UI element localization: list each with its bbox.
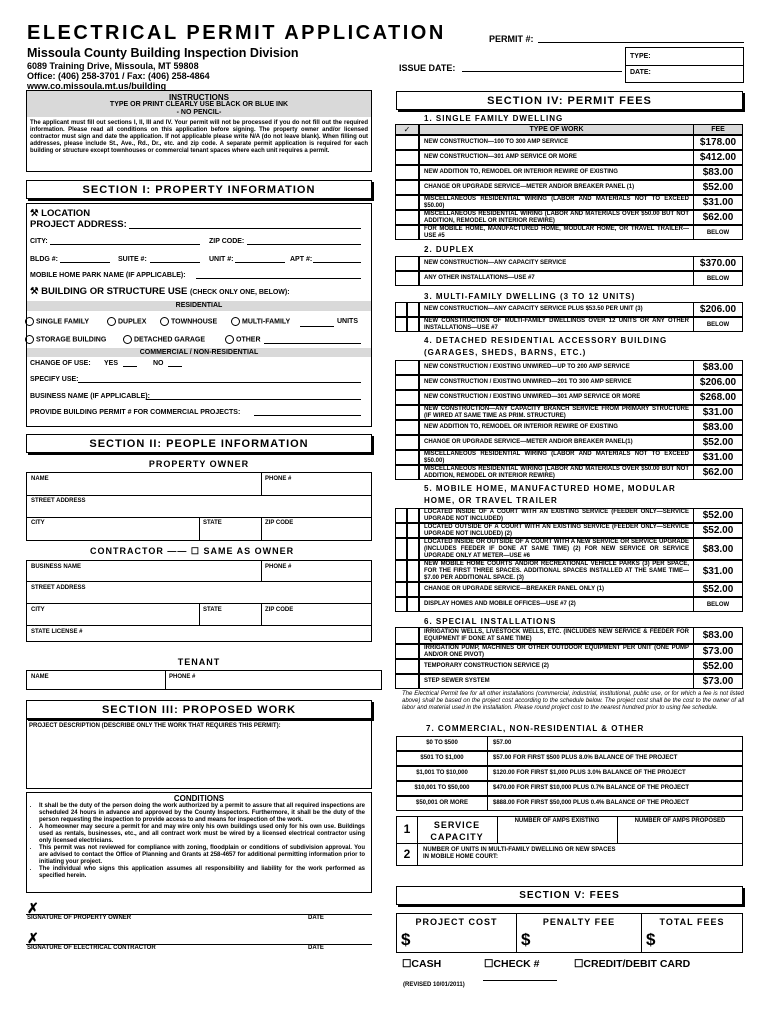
- checkbox-icon[interactable]: ☐: [190, 546, 200, 556]
- owner-phone-label[interactable]: PHONE #: [265, 476, 292, 482]
- checkbox-icon: ☐: [484, 958, 494, 970]
- fee-amount: $83.00: [693, 166, 742, 179]
- fee-description: NEW CONSTRUCTION—100 TO 300 AMP SERVICE: [424, 139, 569, 145]
- fee-description: MISCELLANEOUS RESIDENTIAL WIRING (LABOR AND MATERIALS OVER $50.00 BUT NOT ADDITION, REMODEL OR INTERIOR REWIRE): [424, 465, 689, 479]
- fee-description: LOCATED INSIDE OF A COURT WITH AN EXISTING SERVICE (FEEDER ONLY—SERVICE UPGRADE NOT INCLUDED): [424, 508, 689, 522]
- issue-date-field[interactable]: [462, 71, 622, 72]
- checkbox[interactable]: [395, 435, 419, 450]
- fee-amount: BELOW: [693, 272, 742, 285]
- check-number-field[interactable]: [483, 980, 557, 981]
- tenant-heading: TENANT: [177, 657, 221, 667]
- checkbox[interactable]: [407, 317, 419, 332]
- cost-fee: $57.00: [493, 740, 512, 746]
- fee-row: [419, 508, 743, 523]
- suite-label: SUITE #:: [118, 256, 147, 263]
- cost-range: $10,001 TO $50,000: [414, 785, 470, 791]
- bldg-label: BLDG #:: [30, 256, 58, 263]
- fee-amount: $31.00: [693, 451, 742, 464]
- type-date-box: [625, 47, 744, 83]
- duplex-heading: 2. DUPLEX: [424, 245, 475, 254]
- other-option[interactable]: [225, 335, 261, 344]
- project-description-label: PROJECT DESCRIPTION (DESCRIBE ONLY THE WORK THAT REQUIRES THIS PERMIT):: [29, 723, 281, 729]
- contractor-city-label[interactable]: CITY: [31, 607, 45, 613]
- fee-description: NEW MOBILE HOME COURTS AND/OR RECREATIONAL VEHICLE PARKS (3) PER SPACE, FOR THE FIRST THREE SPACES. ADDITIONAL SPACES INSTALLED AT THE SAME TIME—$7.00 PER ADDITIONAL SPACE. (3): [424, 560, 689, 581]
- fee-amount: $83.00: [693, 628, 742, 643]
- fee-amount: $73.00: [693, 675, 742, 688]
- fee-row: [419, 195, 743, 210]
- checkbox-icon: ☐: [402, 958, 412, 970]
- fee-row: [419, 225, 743, 240]
- condition-item: • The individual who signs this application assumes all responsibility and liability for the work performed as specified herein.: [39, 866, 365, 880]
- owner-street-label[interactable]: STREET ADDRESS: [31, 498, 86, 504]
- instructions-pencil: - NO PENCIL-: [176, 109, 222, 116]
- fee-description: MISCELLANEOUS RESIDENTIAL WIRING (LABOR AND MATERIALS NOT TO EXCEED $50.00): [424, 195, 689, 209]
- fee-amount: $52.00: [693, 583, 742, 596]
- fee-amount: $178.00: [693, 136, 742, 149]
- penalty-fee-field[interactable]: $: [521, 930, 531, 949]
- radio-icon: [231, 317, 240, 326]
- bsu-heading: [30, 286, 290, 297]
- radio-icon: [25, 317, 34, 326]
- fee-description: NEW CONSTRUCTION—ANY CAPACITY SERVICE: [424, 260, 567, 266]
- storage-label: STORAGE BUILDING: [36, 336, 107, 344]
- fee-row: [419, 180, 743, 195]
- checkbox[interactable]: [395, 659, 419, 674]
- checkbox[interactable]: [395, 644, 419, 659]
- residential-heading: RESIDENTIAL: [27, 301, 371, 311]
- checkbox[interactable]: [407, 582, 419, 597]
- special-heading: 6. SPECIAL INSTALLATIONS: [424, 617, 557, 626]
- fee-row: [419, 597, 743, 612]
- cost-fee: $120.00 FOR FIRST $1,000 PLUS 3.0% BALANCE OF THE PROJECT: [493, 770, 686, 776]
- fee-description: NEW CONSTRUCTION / EXISTING UNWIRED—301 AMP SERVICE OR MORE: [424, 394, 641, 400]
- radio-icon: [107, 317, 116, 326]
- fee-description: CHANGE OR UPGRADE SERVICE—BREAKER PANEL ONLY (1): [424, 586, 605, 592]
- condition-item: • It shall be the duty of the person doing the work authorized by a permit to assure that all required inspections are scheduled 24 hours in advance and approved by the County Inspectors. Furthermore, it shall be the duty of the person requesting the inspection to provide access to and means for inspection of the work.: [39, 803, 365, 824]
- fee-amount: $31.00: [693, 406, 742, 419]
- fee-amount: $52.00: [693, 436, 742, 449]
- fee-amount: $52.00: [693, 524, 742, 537]
- business-name-label: BUSINESS NAME (IF APPLICABLE):: [30, 393, 150, 400]
- cost-range: $50,001 OR MORE: [415, 800, 469, 806]
- state-license-label[interactable]: STATE LICENSE #: [31, 629, 83, 635]
- checkbox[interactable]: [395, 360, 419, 375]
- fee-description: NEW ADDITION TO, REMODEL OR INTERIOR REWIRE OF EXISTING: [424, 424, 618, 430]
- checkbox[interactable]: [395, 582, 407, 597]
- radio-icon: [25, 335, 34, 344]
- provide-permit-label: PROVIDE BUILDING PERMIT # FOR COMMERCIAL PROJECTS:: [30, 409, 241, 416]
- service-capacity-label: SERVICE CAPACITY: [430, 820, 484, 842]
- fee-description: NEW CONSTRUCTION—ANY CAPACITY BRANCH SERVICE FROM PRIMARY STRUCTURE (IF WIRED AT SAME TIME AS PRIM. STRUCTURE): [424, 405, 689, 419]
- checkbox[interactable]: [395, 674, 419, 689]
- fee-description: NEW CONSTRUCTION—ANY CAPACITY SERVICE PLUS $53.50 PER UNIT (3): [424, 306, 643, 312]
- fee-row: [419, 405, 743, 420]
- contractor-box: [26, 560, 372, 642]
- checkbox[interactable]: [395, 135, 419, 150]
- owner-state-label[interactable]: STATE: [203, 520, 222, 526]
- fee-row: [419, 538, 743, 560]
- change-of-use-label: CHANGE OF USE:: [30, 360, 91, 367]
- checkbox[interactable]: [395, 317, 407, 332]
- fee-row: [419, 659, 743, 674]
- condition-item: • A homeowner may secure a permit for and may wire only his own buildings used only for his own use. Buildings used as rentals, businesses, etc., and all contract work must be wired by a licensed electrical contractor using only licensed electricians.: [39, 824, 365, 845]
- condition-item: • This permit was not reviewed for compliance with zoning, floodplain or conditions of subdivision approval. You are advised to contact the Office of Planning and Grants at 258-4657 for additional permitting information prior to initiating your project.: [39, 845, 365, 866]
- fee-amount: $62.00: [693, 466, 742, 479]
- issue-date-label: ISSUE DATE:: [399, 63, 456, 73]
- amps-existing-label[interactable]: NUMBER OF AMPS EXISTING: [514, 818, 600, 824]
- checkbox[interactable]: [395, 508, 407, 523]
- fee-description: NEW CONSTRUCTION—301 AMP SERVICE OR MORE: [424, 154, 577, 160]
- checkbox[interactable]: [395, 465, 419, 480]
- checkbox[interactable]: [407, 302, 419, 317]
- checkbox[interactable]: [407, 538, 419, 560]
- fee-amount: $52.00: [693, 181, 742, 194]
- sign-here-icon: ✗: [27, 930, 39, 946]
- section-5-title: SECTION V: FEES: [396, 886, 743, 905]
- storage-option[interactable]: [25, 335, 106, 344]
- yes-field[interactable]: [123, 366, 137, 367]
- multi-family-heading: 3. MULTI-FAMILY DWELLING (3 TO 12 UNITS): [424, 292, 636, 301]
- fee-amount: $52.00: [693, 660, 742, 673]
- type-label: TYPE:: [630, 53, 651, 60]
- fee-row: [419, 135, 743, 150]
- commercial-row: [396, 736, 743, 751]
- total-fees-field[interactable]: $: [646, 930, 656, 949]
- checkbox[interactable]: [407, 560, 419, 582]
- townhouse-option[interactable]: [160, 317, 217, 326]
- accessory-heading: 4. DETACHED RESIDENTIAL ACCESSORY BUILDING: [424, 336, 668, 345]
- fee-row: [419, 150, 743, 165]
- cost-range: $0 TO $500: [426, 740, 458, 746]
- fee-row: [419, 375, 743, 390]
- project-description-box[interactable]: [26, 719, 372, 789]
- checkbox[interactable]: [395, 256, 419, 271]
- checkbox[interactable]: [395, 597, 407, 612]
- fee-description: CHANGE OR UPGRADE SERVICE—METER AND/OR BREAKER PANEL(1): [424, 439, 633, 445]
- commercial-heading: 7. COMMERCIAL, NON-RESIDENTIAL & OTHER: [426, 724, 645, 733]
- revised-date: (REVISED 10/01/2011): [403, 982, 465, 988]
- bldg-field[interactable]: [60, 262, 110, 263]
- fee-header: FEE: [693, 125, 742, 134]
- fee-description: LOCATED OUTSIDE OF A COURT WITH AN EXISTING SERVICE (FEEDER ONLY—SERVICE UPGRADE NOT INCLUDED) (2): [424, 523, 689, 537]
- checkbox[interactable]: [395, 405, 419, 420]
- fee-amount: BELOW: [693, 598, 742, 611]
- apt-field[interactable]: [313, 262, 361, 263]
- fee-row: [419, 317, 743, 332]
- checkbox[interactable]: [395, 627, 419, 644]
- single-family-option[interactable]: [25, 317, 89, 326]
- commercial-row: [396, 766, 743, 781]
- checkbox[interactable]: [395, 195, 419, 210]
- fee-amount: $206.00: [693, 303, 742, 316]
- checkbox[interactable]: [395, 271, 419, 286]
- commercial-heading: COMMERCIAL / NON-RESIDENTIAL: [27, 348, 371, 357]
- row-number-2: 2: [403, 847, 411, 861]
- multi-family-label: MULTI-FAMILY: [242, 318, 291, 326]
- sign-here-icon: ✗: [27, 900, 39, 916]
- unit-label: UNIT #:: [209, 256, 234, 263]
- fee-description: STEP SEWER SYSTEM: [424, 678, 490, 684]
- contractor-heading: CONTRACTOR —— ☐ SAME AS OWNER: [90, 546, 295, 556]
- checkbox[interactable]: [395, 165, 419, 180]
- fee-amount: $31.00: [693, 196, 742, 209]
- checkbox[interactable]: [407, 523, 419, 538]
- checkbox[interactable]: [395, 420, 419, 435]
- tenant-phone-label[interactable]: PHONE #: [169, 674, 196, 680]
- fee-row: [419, 582, 743, 597]
- provide-permit-field[interactable]: [254, 415, 361, 416]
- owner-box: [26, 472, 372, 541]
- permit-number-field[interactable]: [538, 42, 744, 43]
- commercial-row: [396, 796, 743, 811]
- fee-row: [419, 435, 743, 450]
- amps-proposed-label[interactable]: NUMBER OF AMPS PROPOSED: [634, 818, 726, 824]
- fee-amount: $62.00: [693, 211, 742, 224]
- zip-label: ZIP CODE:: [209, 238, 245, 245]
- radio-icon: [123, 335, 132, 344]
- units-label: UNITS: [337, 318, 358, 325]
- card-option[interactable]: [574, 958, 690, 970]
- checkbox[interactable]: [395, 560, 407, 582]
- fee-description: MISCELLANEOUS RESIDENTIAL WIRING (LABOR AND MATERIALS NOT TO EXCEED $50.00): [424, 450, 689, 464]
- city-field[interactable]: [50, 244, 200, 245]
- check-option[interactable]: [484, 958, 540, 970]
- check-label: CHECK #: [493, 958, 540, 970]
- fee-amount: $412.00: [693, 151, 742, 164]
- owner-signature-label: SIGNATURE OF PROPERTY OWNER: [27, 915, 132, 921]
- project-address-label: PROJECT ADDRESS:: [30, 219, 127, 230]
- checkbox-icon: ☐: [574, 958, 584, 970]
- section-2-title: SECTION II: PEOPLE INFORMATION: [26, 434, 372, 453]
- same-as-owner-label: SAME AS OWNER: [203, 546, 295, 556]
- checkbox[interactable]: [395, 538, 407, 560]
- fee-description: NEW CONSTRUCTION / EXISTING UNWIRED—201 TO 300 AMP SERVICE: [424, 379, 632, 385]
- instructions-title: INSTRUCTIONS: [169, 93, 229, 102]
- townhouse-label: TOWNHOUSE: [171, 318, 218, 326]
- section-3-title: SECTION III: PROPOSED WORK: [26, 700, 372, 719]
- owner-city-label[interactable]: CITY: [31, 520, 45, 526]
- tools-icon: ⚒: [30, 286, 42, 297]
- detached-garage-label: DETACHED GARAGE: [134, 336, 206, 344]
- date-label: DATE:: [630, 69, 651, 76]
- fee-row: [419, 450, 743, 465]
- fee-row: [419, 271, 743, 286]
- commercial-note: The Electrical Permit fee for all other installations (commercial, industrial, institutional, public use, or for which a fee is not listed above) shall be based on the project cost according to the schedule below. The project cost shall be the cost to the owner of all labor and material used in the installation. Please round project cost to the nearest hundred prior to using fee schedule.: [402, 691, 744, 711]
- single-family-label: SINGLE FAMILY: [36, 318, 90, 326]
- permit-number-label: PERMIT #:: [489, 34, 534, 44]
- project-cost-label: PROJECT COST: [415, 917, 498, 927]
- fee-description: FOR MOBILE HOME, MANUFACTURED HOME, MODULAR HOME, OR TRAVEL TRAILER—USE #5: [424, 225, 689, 239]
- card-label: CREDIT/DEBIT CARD: [583, 958, 691, 970]
- cost-range: $501 TO $1,000: [420, 755, 464, 761]
- no-field[interactable]: [168, 366, 182, 367]
- instructions-ink: TYPE OR PRINT CLEARLY USE BLACK OR BLUE INK: [109, 101, 289, 108]
- units-count-label[interactable]: NUMBER OF UNITS IN MULTI-FAMILY DWELLING OR NEW SPACES IN MOBILE HOME COURT:: [423, 847, 616, 860]
- fee-description: IRRIGATION WELLS, LIVESTOCK WELLS, ETC. (INCLUDES NEW SERVICE & FEEDER FOR EQUIPMENT IF DONE AT SAME TIME): [424, 628, 689, 642]
- section-1-title: SECTION I: PROPERTY INFORMATION: [26, 180, 372, 199]
- detached-garage-option[interactable]: [123, 335, 205, 344]
- fee-amount: $83.00: [693, 539, 742, 559]
- fee-table-header: [419, 124, 743, 135]
- contractor-date-label: DATE: [308, 945, 324, 951]
- fee-amount: $73.00: [693, 645, 742, 658]
- commercial-row: [396, 751, 743, 766]
- cost-fee: $470.00 FOR FIRST $10,000 PLUS 0.7% BALANCE OF THE PROJECT: [493, 785, 690, 791]
- checkbox[interactable]: [395, 150, 419, 165]
- radio-icon: [225, 335, 234, 344]
- fee-description: NEW ADDITION TO, REMODEL OR INTERIOR REWIRE OF EXISTING: [424, 169, 618, 175]
- contractor-zip-label[interactable]: ZIP CODE: [265, 607, 294, 613]
- org-phone: Office: (406) 258-3701 / Fax: (406) 258-4864: [27, 71, 210, 81]
- fee-description: DISPLAY HOMES AND MOBILE OFFICES—USE #7 (2): [424, 601, 576, 607]
- checkbox[interactable]: [407, 508, 419, 523]
- checkbox[interactable]: [395, 180, 419, 195]
- checkbox[interactable]: [395, 210, 419, 225]
- fee-amount: BELOW: [693, 318, 742, 331]
- specify-use-field[interactable]: [78, 382, 361, 383]
- mobile-home-heading: 5. MOBILE HOME, MANUFACTURED HOME, MODULAR: [424, 484, 676, 493]
- accessory-subheading: (GARAGES, SHEDS, BARNS, ETC.): [424, 348, 587, 357]
- single-family-heading: 1. SINGLE FAMILY DWELLING: [424, 114, 564, 123]
- checkbox[interactable]: [395, 302, 407, 317]
- row-number-1: 1: [403, 822, 411, 836]
- fee-row: [419, 465, 743, 480]
- contractor-state-label[interactable]: STATE: [203, 607, 222, 613]
- specify-use-label: SPECIFY USE:: [30, 376, 79, 383]
- fee-row: [419, 420, 743, 435]
- org-website[interactable]: www.co.missoula.mt.us/building: [27, 81, 167, 91]
- conditions-box: [26, 792, 372, 893]
- checkbox[interactable]: [395, 450, 419, 465]
- tools-icon: ⚒: [30, 208, 42, 219]
- bsu-note: (CHECK ONLY ONE, BELOW):: [190, 289, 290, 296]
- fee-row: [419, 210, 743, 225]
- duplex-option[interactable]: [107, 317, 146, 326]
- cash-option[interactable]: [402, 958, 441, 970]
- owner-name-label[interactable]: NAME: [31, 476, 49, 482]
- cost-range: $1,001 TO $10,000: [416, 770, 468, 776]
- penalty-fee-label: PENALTY FEE: [542, 917, 616, 927]
- fee-amount: $206.00: [693, 376, 742, 389]
- fee-row: [419, 627, 743, 644]
- units-field[interactable]: [300, 326, 334, 327]
- other-field[interactable]: [264, 343, 361, 344]
- total-fees-label: TOTAL FEES: [659, 917, 725, 927]
- cost-fee: $57.00 FOR FIRST $500 PLUS 8.0% BALANCE OF THE PROJECT: [493, 755, 678, 761]
- contractor-business-label[interactable]: BUSINESS NAME: [31, 564, 82, 570]
- cash-label: CASH: [411, 958, 442, 970]
- fee-description: ANY OTHER INSTALLATIONS—USE #7: [424, 275, 535, 281]
- fee-description: MISCELLANEOUS RESIDENTIAL WIRING (LABOR AND MATERIALS OVER $50.00 BUT NOT ADDITION, REMODEL OR INTERIOR REWIRE): [424, 210, 689, 224]
- no-label: NO: [153, 360, 164, 367]
- mobile-park-field[interactable]: [196, 278, 361, 279]
- commercial-row: [396, 781, 743, 796]
- fee-amount: $268.00: [693, 391, 742, 404]
- business-name-field[interactable]: [146, 399, 361, 400]
- project-cost-field[interactable]: $: [401, 930, 411, 949]
- suite-field[interactable]: [150, 262, 200, 263]
- page-title: ELECTRICAL PERMIT APPLICATION: [27, 22, 446, 44]
- type-of-work-header: TYPE OF WORK: [529, 126, 584, 133]
- location-label: LOCATION: [41, 208, 91, 219]
- contractor-phone-label[interactable]: PHONE #: [265, 564, 292, 570]
- service-capacity-box: [396, 816, 743, 866]
- checkbox[interactable]: [407, 597, 419, 612]
- fee-amount: BELOW: [693, 226, 742, 239]
- instructions-body: The applicant must fill out sections I, II, III and IV. Your permit will not be processed if you do not fill out the required information. Please read all conditions on this application before signing. The property owner and/or licensed contractor must sign and date the application. If not applicable please write N/A (do not leave blank). When filling out addresses, please include St., Ave., Rd., Dr., etc. and zip code. A separate permit application is required for each building or structure except townhouses or commercial tenant spaces where each unit requires a permit.: [30, 120, 368, 154]
- yes-label: YES: [104, 360, 119, 367]
- contractor-signature-label: SIGNATURE OF ELECTRICAL CONTRACTOR: [27, 945, 156, 951]
- checkbox[interactable]: [395, 375, 419, 390]
- cost-fee: $888.00 FOR FIRST $50,000 PLUS 0.4% BALANCE OF THE PROJECT: [493, 800, 690, 806]
- radio-icon: [160, 317, 169, 326]
- zip-field[interactable]: [247, 244, 361, 245]
- fee-amount: $31.00: [693, 561, 742, 581]
- fee-amount: $52.00: [693, 509, 742, 522]
- fee-row: [419, 644, 743, 659]
- location-heading: [30, 208, 90, 219]
- city-label: CITY:: [30, 238, 48, 245]
- checkbox[interactable]: [395, 390, 419, 405]
- fee-description: CHANGE OR UPGRADE SERVICE—METER AND/OR BREAKER PANEL (1): [424, 184, 635, 190]
- org-name: Missoula County Building Inspection Division: [27, 46, 299, 60]
- project-address-field[interactable]: [129, 228, 361, 229]
- contractor-street-label[interactable]: STREET ADDRESS: [31, 585, 86, 591]
- fee-row: [419, 256, 743, 271]
- fee-description: LOCATED INSIDE OR OUTSIDE OF A COURT WITH A NEW SERVICE OR SERVICE UPGRADE (INCLUDES FEEDER IF DONE AT SAME TIME) (2) FOR NEW SERVICE OR SERVICE UPGRADE ONLY AT METER—USE #6: [424, 538, 689, 559]
- checkbox[interactable]: [395, 225, 419, 240]
- fee-description: TEMPORARY CONSTRUCTION SERVICE (2): [424, 663, 549, 669]
- mobile-park-label: MOBILE HOME PARK NAME (IF APPLICABLE):: [30, 272, 186, 279]
- tenant-name-label[interactable]: NAME: [31, 674, 49, 680]
- fee-row: [419, 165, 743, 180]
- fee-description: NEW CONSTRUCTION / EXISTING UNWIRED—UP TO 200 AMP SERVICE: [424, 364, 630, 370]
- conditions-list: [29, 803, 365, 880]
- fee-row: [419, 560, 743, 582]
- fees-box: [396, 913, 743, 953]
- mobile-home-subheading: HOME, OR TRAVEL TRAILER: [424, 496, 558, 505]
- unit-field[interactable]: [235, 262, 285, 263]
- fee-amount: $83.00: [693, 421, 742, 434]
- fee-row: [419, 674, 743, 689]
- conditions-title: CONDITIONS: [173, 794, 225, 803]
- fee-row: [419, 360, 743, 375]
- tenant-box: [26, 670, 382, 690]
- owner-date-label: DATE: [308, 915, 324, 921]
- org-address: 6089 Training Drive, Missoula, MT 59808: [27, 61, 199, 71]
- check-column-header: ✓: [395, 124, 419, 135]
- bsu-label: BUILDING OR STRUCTURE USE: [41, 286, 188, 297]
- other-label: OTHER: [236, 336, 261, 344]
- apt-label: APT #:: [290, 256, 313, 263]
- fee-row: [419, 302, 743, 317]
- fee-row: [419, 523, 743, 538]
- fee-amount: $370.00: [693, 257, 742, 270]
- owner-zip-label[interactable]: ZIP CODE: [265, 520, 294, 526]
- instructions-box: [26, 90, 372, 172]
- checkbox[interactable]: [395, 523, 407, 538]
- contractor-label: CONTRACTOR: [90, 546, 164, 556]
- section-4-title: SECTION IV: PERMIT FEES: [396, 91, 743, 110]
- property-owner-heading: PROPERTY OWNER: [148, 459, 250, 469]
- fee-amount: $83.00: [693, 361, 742, 374]
- fee-row: [419, 390, 743, 405]
- fee-description: IRRIGATION PUMP, MACHINES OR OTHER OUTDOOR EQUIPMENT PER UNIT (ONE PUMP AND/OR ONE PIVOT): [424, 644, 689, 658]
- duplex-label: DUPLEX: [118, 318, 147, 326]
- fee-description: NEW CONSTRUCTION OF MULTI-FAMILY DWELLINGS OVER 12 UNITS OR ANY OTHER INSTALLATIONS—USE #7: [424, 317, 689, 331]
- multi-family-option[interactable]: [231, 317, 290, 326]
